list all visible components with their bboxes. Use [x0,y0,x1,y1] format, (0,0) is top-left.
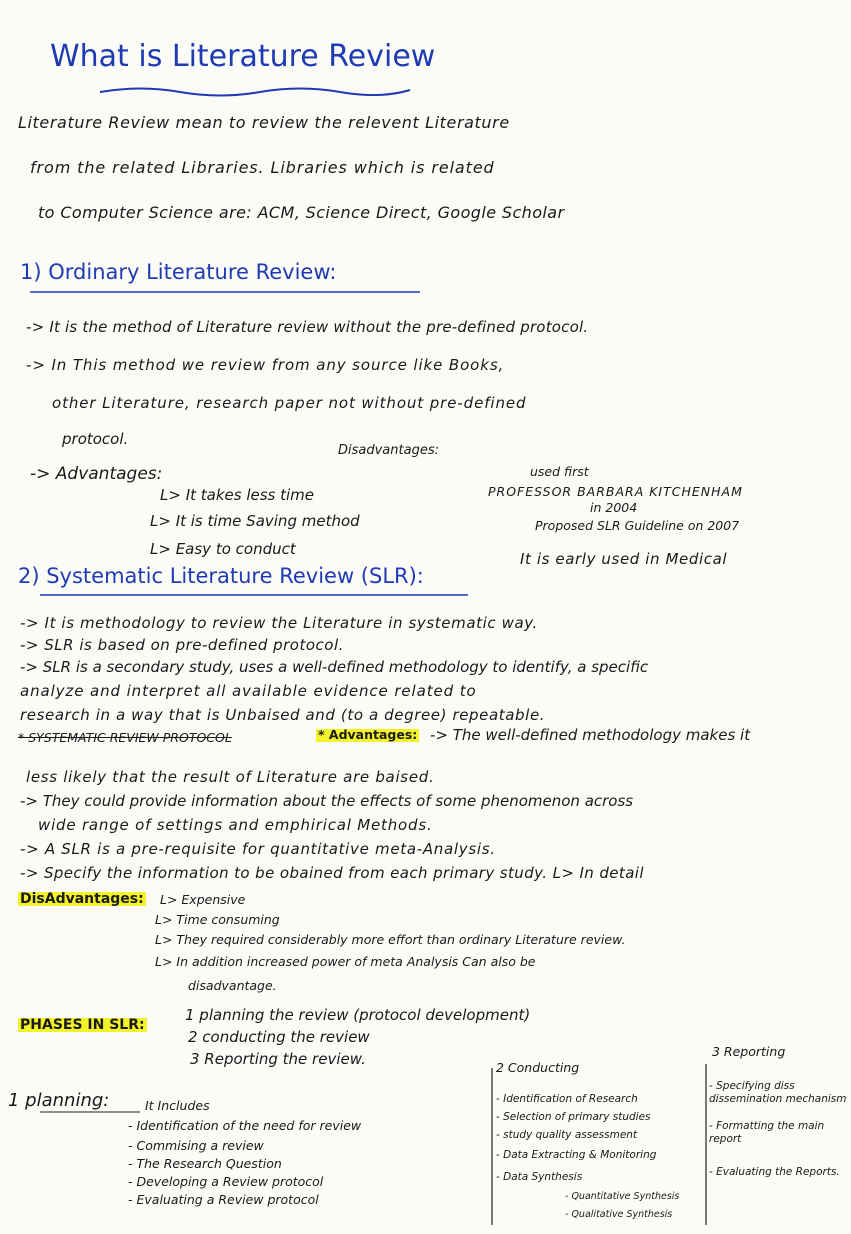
reporting-label: 3 Reporting [712,1044,786,1059]
ordinary-advantage-1: L> It takes less time [160,486,315,504]
planning-includes: It Includes [145,1098,210,1113]
kitchenham-early: It is early used in Medical [520,550,728,568]
slr-heading: 2) Systematic Literature Review (SLR): [18,564,424,588]
planning-item-3: - The Research Question [128,1156,282,1171]
slr-disadvantage-1: L> Expensive [160,892,246,907]
kitchenham-used-first: used first [530,464,589,479]
phases-label: PHASES IN SLR: [20,1017,145,1033]
slr-disadvantage-3: L> They required considerably more effort than ordinary Literature review. [155,932,626,947]
ordinary-line-4: protocol. [62,430,129,448]
ordinary-line-3: other Literature, research paper not without pre-defined [52,394,527,412]
conducting-item-6: - Quantitative Synthesis [565,1191,680,1202]
slr-line-1: -> It is methodology to review the Literature in systematic way. [20,614,538,632]
kitchenham-proposed: Proposed SLR Guideline on 2007 [535,518,740,533]
slr-disadvantage-2: L> Time consuming [155,912,280,927]
slr-disadvantages-label: DisAdvantages: [20,891,144,907]
ordinary-line-2: -> In This method we review from any source like Books, [26,356,505,374]
planning-item-5: - Evaluating a Review protocol [128,1192,319,1207]
phase-1: 1 planning the review (protocol development) [185,1006,531,1024]
phase-2: 2 conducting the review [188,1028,370,1046]
slr-line-10: -> Specify the information to be obained from each primary study. L> In detail [20,864,644,882]
slr-line-6: less likely that the result of Literature are baised. [26,768,435,786]
slr-line-8: wide range of settings and emphirical Methods. [38,816,433,834]
title-underline [100,89,410,96]
slr-line-5: research in a way that is Unbaised and (to a degree) repeatable. [20,706,546,724]
conducting-item-1: - Identification of Research [496,1093,638,1105]
conducting-item-4: - Data Extracting & Monitoring [496,1149,657,1161]
phase-3: 3 Reporting the review. [190,1050,366,1068]
conducting-item-2: - Selection of primary studies [496,1111,651,1123]
conducting-item-5: - Data Synthesis [496,1171,583,1183]
reporting-item-1: - Specifying diss dissemination mechanism [709,1080,847,1106]
slr-line-7: -> They could provide information about the effects of some phenomenon across [20,792,634,810]
ordinary-advantages-label: -> Advantages: [30,464,163,484]
kitchenham-year: in 2004 [590,500,638,515]
reporting-item-3: - Evaluating the Reports. [709,1166,840,1178]
ordinary-advantage-2: L> It is time Saving method [150,512,360,530]
planning-item-2: - Commising a review [128,1138,264,1153]
slr-line-4: analyze and interpret all available evidence related to [20,682,477,700]
conducting-label: 2 Conducting [496,1060,580,1075]
intro-line-2: from the related Libraries. Libraries which is related [30,158,495,177]
slr-advantages-text: -> The well-defined methodology makes it [430,726,751,744]
conducting-item-3: - study quality assessment [496,1129,638,1141]
slr-advantages-label: * Advantages: [318,727,418,742]
reporting-item-2: - Formatting the main report [709,1120,825,1146]
kitchenham-professor: PROFESSOR BARBARA KITCHENHAM [488,484,743,499]
slr-disadvantage-5: disadvantage. [188,978,277,993]
slr-line-2: -> SLR is based on pre-defined protocol. [20,636,344,654]
intro-line-1: Literature Review mean to review the relevent Literature [18,113,510,132]
conducting-item-7: - Qualitative Synthesis [565,1209,673,1220]
planning-label: 1 planning: [8,1090,110,1111]
ordinary-heading: 1) Ordinary Literature Review: [20,260,337,284]
slr-line-9: -> A SLR is a pre-requisite for quantitative meta-Analysis. [20,840,496,858]
slr-struck-protocol: * SYSTEMATIC REVIEW PROTOCOL [18,730,232,745]
planning-item-4: - Developing a Review protocol [128,1174,324,1189]
slr-line-3: -> SLR is a secondary study, uses a well-defined methodology to identify, a specific [20,658,649,676]
ordinary-disadvantages-label: Disadvantages: [338,443,439,458]
page-title: What is Literature Review [50,39,436,74]
ordinary-line-1: -> It is the method of Literature review without the pre-defined protocol. [26,318,589,336]
ordinary-advantage-3: L> Easy to conduct [150,540,296,558]
slr-disadvantage-4: L> In addition increased power of meta Analysis Can also be [155,954,536,969]
planning-item-1: - Identification of the need for review [128,1118,362,1133]
intro-line-3: to Computer Science are: ACM, Science Direct, Google Scholar [38,203,565,222]
